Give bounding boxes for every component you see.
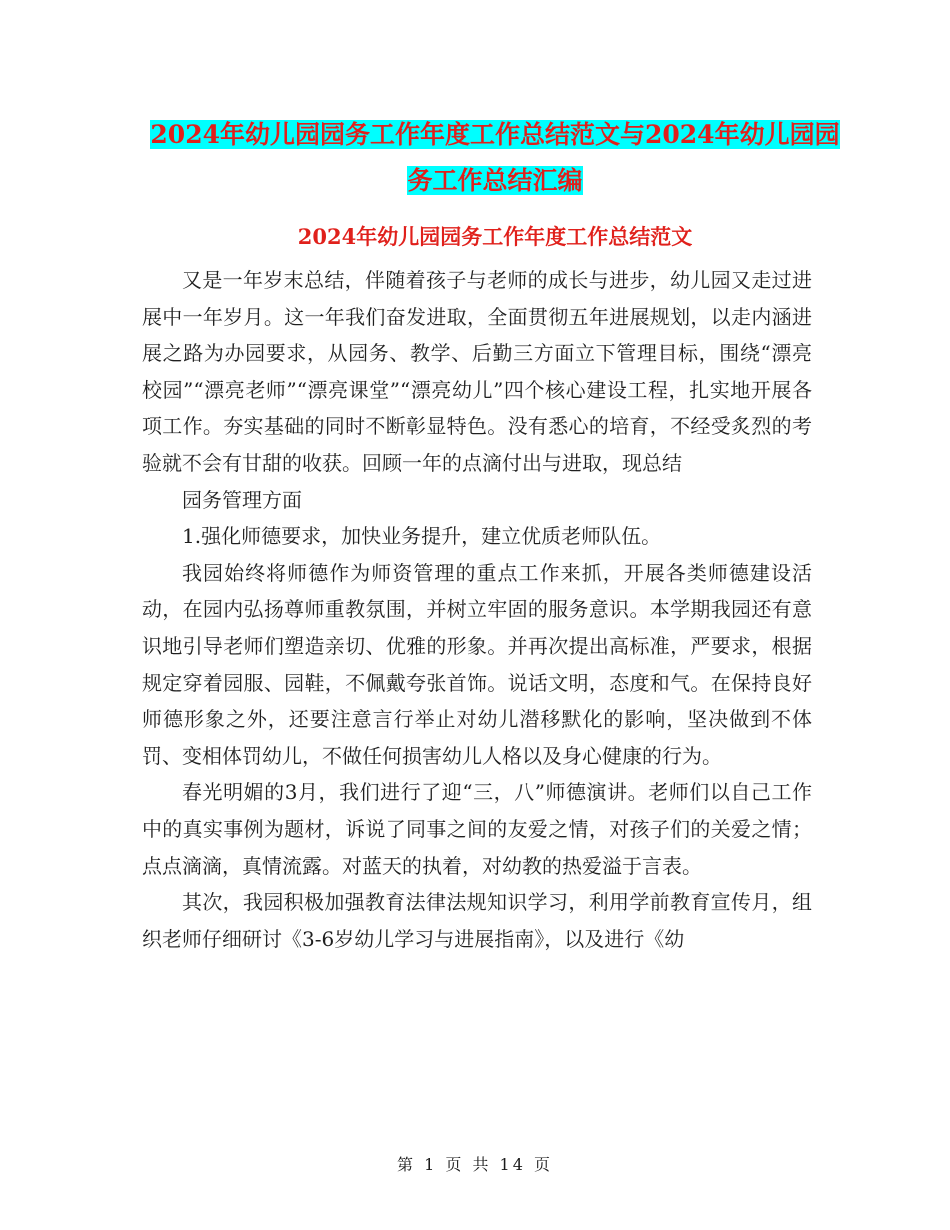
paragraph-law-study: 其次，我园积极加强教育法律法规知识学习，利用学前教育宣传月，组织老师仔细研讨《3-6岁幼儿学习与进展指南》，以及进行《幼 bbox=[142, 890, 812, 951]
paragraph-intro: 又是一年岁末总结，伴随着孩子与老师的成长与进步，幼儿园又走过进展中一年岁月。这一年我们奋发进取，全面贯彻五年进展规划，以走内涵进展之路为办园要求，从园务、教学、后勤三方面立下管理目标，围绕“漂亮校园”“漂亮老师”“漂亮课堂”“漂亮幼儿”四个核心建设工程，扎实地开展各项工作。夯实基础的同时不断彰显特色。没有悉心的培育，不经受炙烈的考验就不会有甘甜的收获。回顾一年的点滴付出与进取，现总结 bbox=[142, 268, 812, 475]
document-title bbox=[140, 112, 850, 204]
paragraph-heading-management: 园务管理方面 bbox=[182, 487, 302, 512]
paragraph-teacher-ethics: 我园始终将师德作为师资管理的重点工作来抓，开展各类师德建设活动，在园内弘扬尊师重教氛围，并树立牢固的服务意识。本学期我园还有意识地引导老师们塑造亲切、优雅的形象。并再次提出高标准，严要求，根据规定穿着园服、园鞋，不佩戴夸张首饰。说话文明，态度和气。在保持良好师德形象之外，还要注意言行举止对幼儿潜移默化的影响，坚决做到不体罚、变相体罚幼儿，不做任何损害幼儿人格以及身心健康的行为。 bbox=[142, 560, 812, 768]
paragraph-item-1: 1.强化师德要求，加快业务提升，建立优质老师队伍。 bbox=[182, 524, 662, 549]
section-title: 2024年幼儿园园务工作年度工作总结范文 bbox=[297, 224, 693, 249]
paragraph-speech-event: 春光明媚的3月，我们进行了迎“三，八”师德演讲。老师们以自己工作中的真实事例为题材，诉说了同事之间的友爱之情，对孩子们的关爱之情；点点滴滴，真情流露。对蓝天的执着，对幼教的热爱溢于言表。 bbox=[142, 780, 812, 878]
page-footer bbox=[0, 1152, 950, 1175]
page-number: 第 1 页 共 14 页 bbox=[397, 1155, 553, 1174]
document-body bbox=[142, 262, 812, 957]
document-title-text: 2024年幼儿园园务工作年度工作总结范文与2024年幼儿园园务工作总结汇编 bbox=[150, 120, 840, 195]
